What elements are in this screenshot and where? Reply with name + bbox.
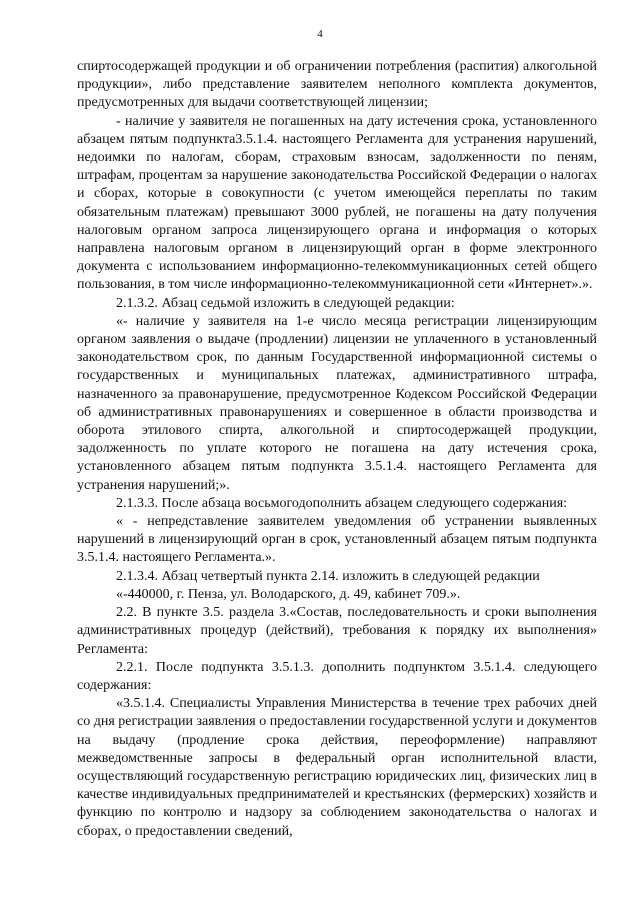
paragraph-6: « - непредставление заявителем уведомления об устранении выявленных нарушений в лицензирующий орган в срок, установленный абзацем пятым подпункта 3.5.1.4. настоящего Регламента.». bbox=[77, 514, 597, 566]
page-number: 4 bbox=[317, 28, 323, 40]
paragraph-11: «3.5.1.4. Специалисты Управления Министерства в течение трех рабочих дней со дня регистрации заявления о предоставлении государственной услуги и документов на выдачу (продление срока действия, переоформление) направляют межведомственные запросы в федеральный орган исполнительной власти, осуществляющий государственную регистрацию юридических лиц, физических лиц в качестве индивидуальных предпринимателей и крестьянских (фермерских) хозяйств и функцию по контролю и надзору за соблюдением законодательства о налогах и сборах, о предоставлении сведений, bbox=[77, 696, 597, 839]
paragraph-5: 2.1.3.3. После абзаца восьмогодополнить абзацем следующего содержания: bbox=[116, 495, 568, 511]
document-body bbox=[77, 58, 597, 841]
paragraph-4: «- наличие у заявителя на 1-е число месяца регистрации лицензирующим органом заявления о выдаче (продлении) лицензии не уплаченного в установленный законодательством срок, по данным Государственной информационной системы о государственных и муниципальных платежах, административного штрафа, назначенного за правонарушение, предусмотренное Кодексом Российской Федерации об административных правонарушениях и совершенное в области производства и оборота этилового спирта, алкогольной и спиртосодержащей продукции, задолженность по уплате которого не погашена на дату истечения срока, установленного абзацем пятым подпункта 3.5.1.4. настоящего Регламента для устранения нарушений;». bbox=[77, 313, 597, 493]
paragraph-2: - наличие у заявителя не погашенных на дату истечения срока, установленного абзацем пятым подпункта3.5.1.4. настоящего Регламента для устранения нарушений, недоимки по налогам, сборам, страховым взносам, задолженности по пеням, штрафам, процентам за нарушение законодательства Российской Федерации о налогах и сборах, которые в совокупности (с учетом имеющейся переплаты по таким обязательным платежам) превышают 3000 рублей, не погашены на дату получения налоговым органом запроса лицензирующего органа и информация о которых направлена налоговым органом в лицензирующий орган в форме электронного документа с использованием информационно-телекоммуникационных сетей общего пользования, в том числе информационно-телекоммуникационной сети «Интернет».». bbox=[77, 113, 597, 293]
paragraph-10: 2.2.1. После подпункта 3.5.1.3. дополнить подпунктом 3.5.1.4. следующего содержания: bbox=[77, 659, 597, 693]
paragraph-1: спиртосодержащей продукции и об ограничении потребления (распития) алкогольной продукции», либо представление заявителем неполного комплекта документов, предусмотренных для выдачи соответствующей лицензии; bbox=[77, 59, 597, 111]
paragraph-3: 2.1.3.2. Абзац седьмой изложить в следующей редакции: bbox=[116, 295, 455, 311]
paragraph-8: «-440000, г. Пенза, ул. Володарского, д. 49, кабинет 709.». bbox=[116, 586, 461, 602]
paragraph-9: 2.2. В пункте 3.5. раздела 3.«Состав, последовательность и сроки выполнения административных процедур (действий), требования к порядку их выполнения» Регламента: bbox=[77, 605, 597, 657]
paragraph-7: 2.1.3.4. Абзац четвертый пункта 2.14. изложить в следующей редакции bbox=[116, 568, 540, 584]
